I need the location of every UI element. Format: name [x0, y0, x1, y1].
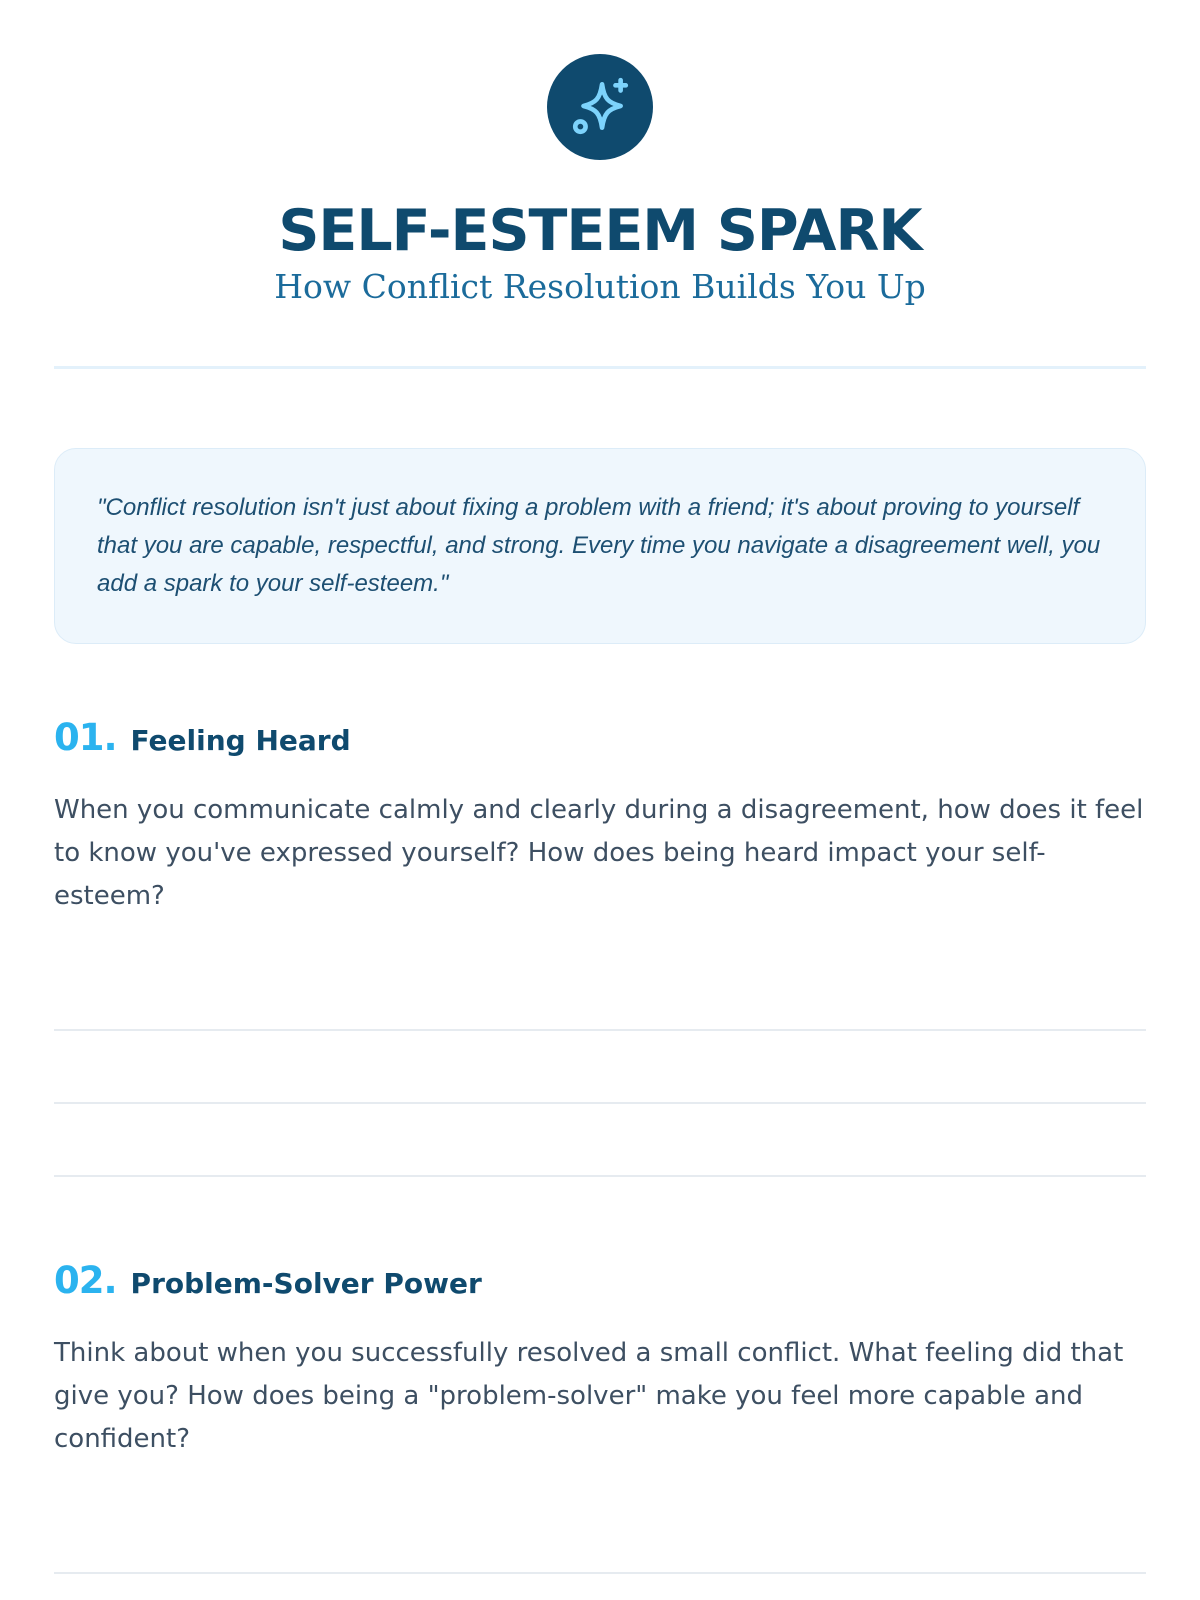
answer-line[interactable] — [54, 1501, 1146, 1574]
answer-line[interactable] — [54, 1104, 1146, 1177]
page-title: SELF-ESTEEM SPARK — [278, 198, 922, 264]
section-feeling-heard — [54, 716, 1146, 1177]
answer-line[interactable] — [54, 958, 1146, 1031]
section-number: 02. — [54, 1259, 117, 1302]
answer-lines — [54, 1501, 1146, 1600]
quote-text: "Conflict resolution isn't just about fixing a problem with a friend; it's about proving to yourself that you are capable, respectful, and strong. Every time you navigate a disagreement well, you add a spark to your self-esteem." — [97, 494, 1101, 597]
answer-line[interactable] — [54, 1574, 1146, 1600]
section-title: Feeling Heard — [130, 724, 351, 757]
quote-box — [54, 448, 1146, 644]
header-divider — [54, 366, 1146, 369]
section-heading — [54, 716, 1146, 759]
section-number: 01. — [54, 716, 117, 759]
page-subtitle: How Conflict Resolution Builds You Up — [274, 267, 926, 306]
section-prompt: Think about when you successfully resolved a small conflict. What feeling did that give you? How does being a "problem-solver" make you feel more capable and confident? — [54, 1338, 1124, 1454]
logo — [547, 54, 653, 160]
section-title: Problem-Solver Power — [130, 1267, 482, 1300]
section-prompt: When you communicate calmly and clearly during a disagreement, how does it feel to know you've expressed yourself? How does being heard impact your self-esteem? — [54, 795, 1144, 911]
sparkle-icon — [567, 74, 633, 140]
section-heading — [54, 1259, 1146, 1302]
answer-lines — [54, 958, 1146, 1177]
section-problem-solver-power — [54, 1259, 1146, 1600]
header — [54, 0, 1146, 308]
answer-line[interactable] — [54, 1031, 1146, 1104]
